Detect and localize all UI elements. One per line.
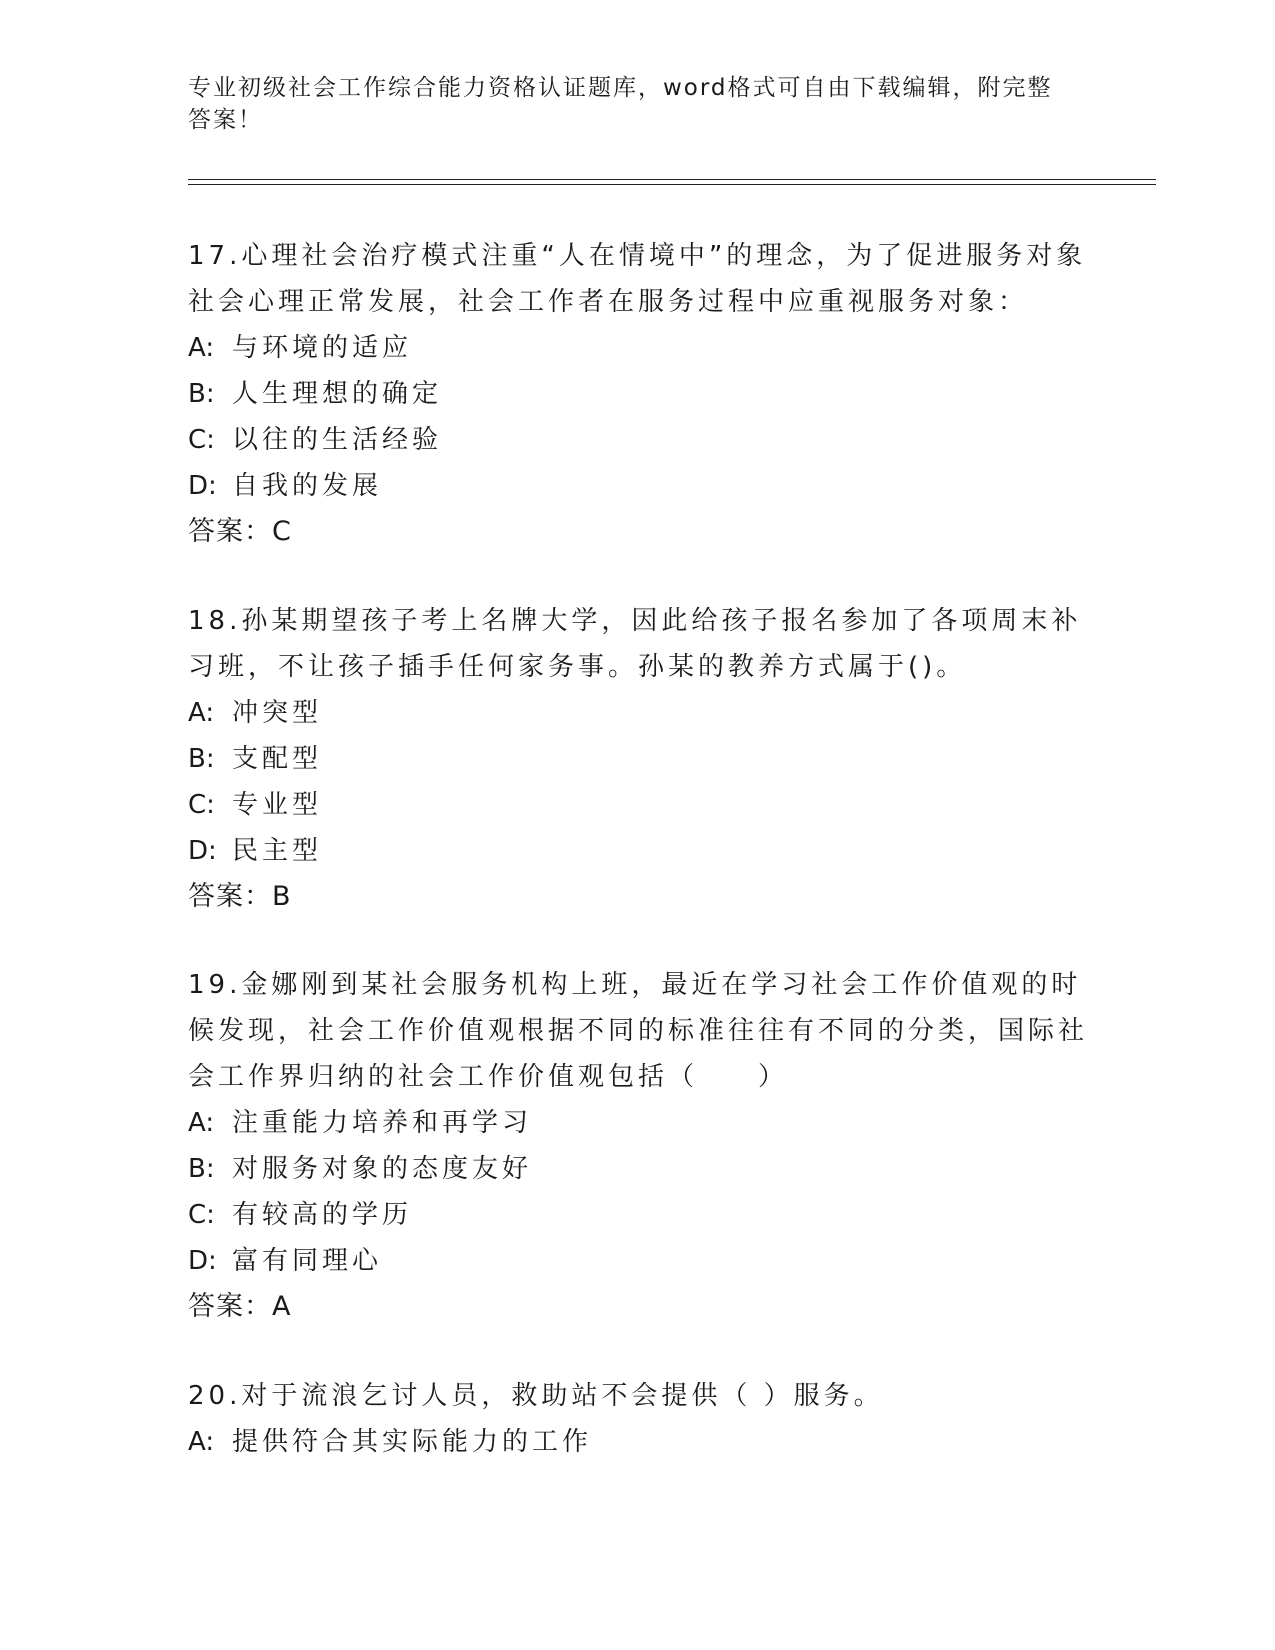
option-letter: B:	[188, 379, 215, 409]
option-text: 注重能力培养和再学习	[232, 1108, 533, 1138]
option-text: 自我的发展	[232, 471, 383, 501]
option-d	[188, 463, 1088, 509]
option-letter: A:	[188, 1108, 215, 1138]
question-stem: 20.对于流浪乞讨人员，救助站不会提供（ ）服务。	[188, 1381, 884, 1411]
option-text: 以往的生活经验	[232, 425, 443, 455]
option-b	[188, 1146, 1088, 1192]
option-letter: D:	[188, 836, 217, 866]
option-letter: D:	[188, 1246, 217, 1276]
option-letter: A:	[188, 1427, 215, 1457]
option-letter: B:	[188, 1154, 215, 1184]
option-a	[188, 690, 1088, 736]
option-text: 民主型	[232, 836, 323, 866]
option-c	[188, 782, 1088, 828]
answer-line: 答案：C	[188, 516, 292, 547]
document-header	[188, 72, 1068, 136]
option-c	[188, 417, 1088, 463]
option-b	[188, 736, 1088, 782]
header-title: 专业初级社会工作综合能力资格认证题库，word格式可自由下载编辑，附完整答案！	[188, 75, 1053, 133]
option-b	[188, 371, 1088, 417]
question-20	[188, 1373, 1088, 1465]
header-divider-top	[188, 179, 1156, 180]
question-17	[188, 233, 1088, 555]
option-a	[188, 325, 1088, 371]
option-letter: D:	[188, 471, 217, 501]
question-19	[188, 962, 1088, 1330]
option-letter: B:	[188, 744, 215, 774]
header-divider-bottom	[188, 184, 1156, 185]
option-a	[188, 1100, 1088, 1146]
option-d	[188, 1238, 1088, 1284]
option-d	[188, 828, 1088, 874]
question-stem: 18.孙某期望孩子考上名牌大学，因此给孩子报名参加了各项周末补习班，不让孩子插手任何家务事。孙某的教养方式属于()。	[188, 606, 1082, 682]
option-letter: C:	[188, 790, 215, 820]
option-letter: A:	[188, 333, 215, 363]
option-text: 对服务对象的态度友好	[232, 1154, 533, 1184]
option-c	[188, 1192, 1088, 1238]
option-letter: A:	[188, 698, 215, 728]
question-18	[188, 598, 1088, 920]
option-a	[188, 1419, 1088, 1465]
answer-line: 答案：B	[188, 881, 292, 912]
option-text: 专业型	[232, 790, 323, 820]
option-text: 提供符合其实际能力的工作	[232, 1427, 593, 1457]
option-text: 支配型	[232, 744, 323, 774]
option-text: 富有同理心	[232, 1246, 383, 1276]
question-stem: 17.心理社会治疗模式注重“人在情境中”的理念，为了促进服务对象社会心理正常发展，社会工作者在服务过程中应重视服务对象：	[188, 241, 1087, 317]
option-text: 人生理想的确定	[232, 379, 443, 409]
option-letter: C:	[188, 1200, 215, 1230]
option-letter: C:	[188, 425, 215, 455]
option-text: 冲突型	[232, 698, 323, 728]
answer-line: 答案：A	[188, 1291, 292, 1322]
question-stem: 19.金娜刚到某社会服务机构上班，最近在学习社会工作价值观的时候发现，社会工作价值观根据不同的标准往往有不同的分类，国际社会工作界归纳的社会工作价值观包括（ ）	[188, 970, 1089, 1092]
option-text: 有较高的学历	[232, 1200, 413, 1230]
option-text: 与环境的适应	[232, 333, 413, 363]
